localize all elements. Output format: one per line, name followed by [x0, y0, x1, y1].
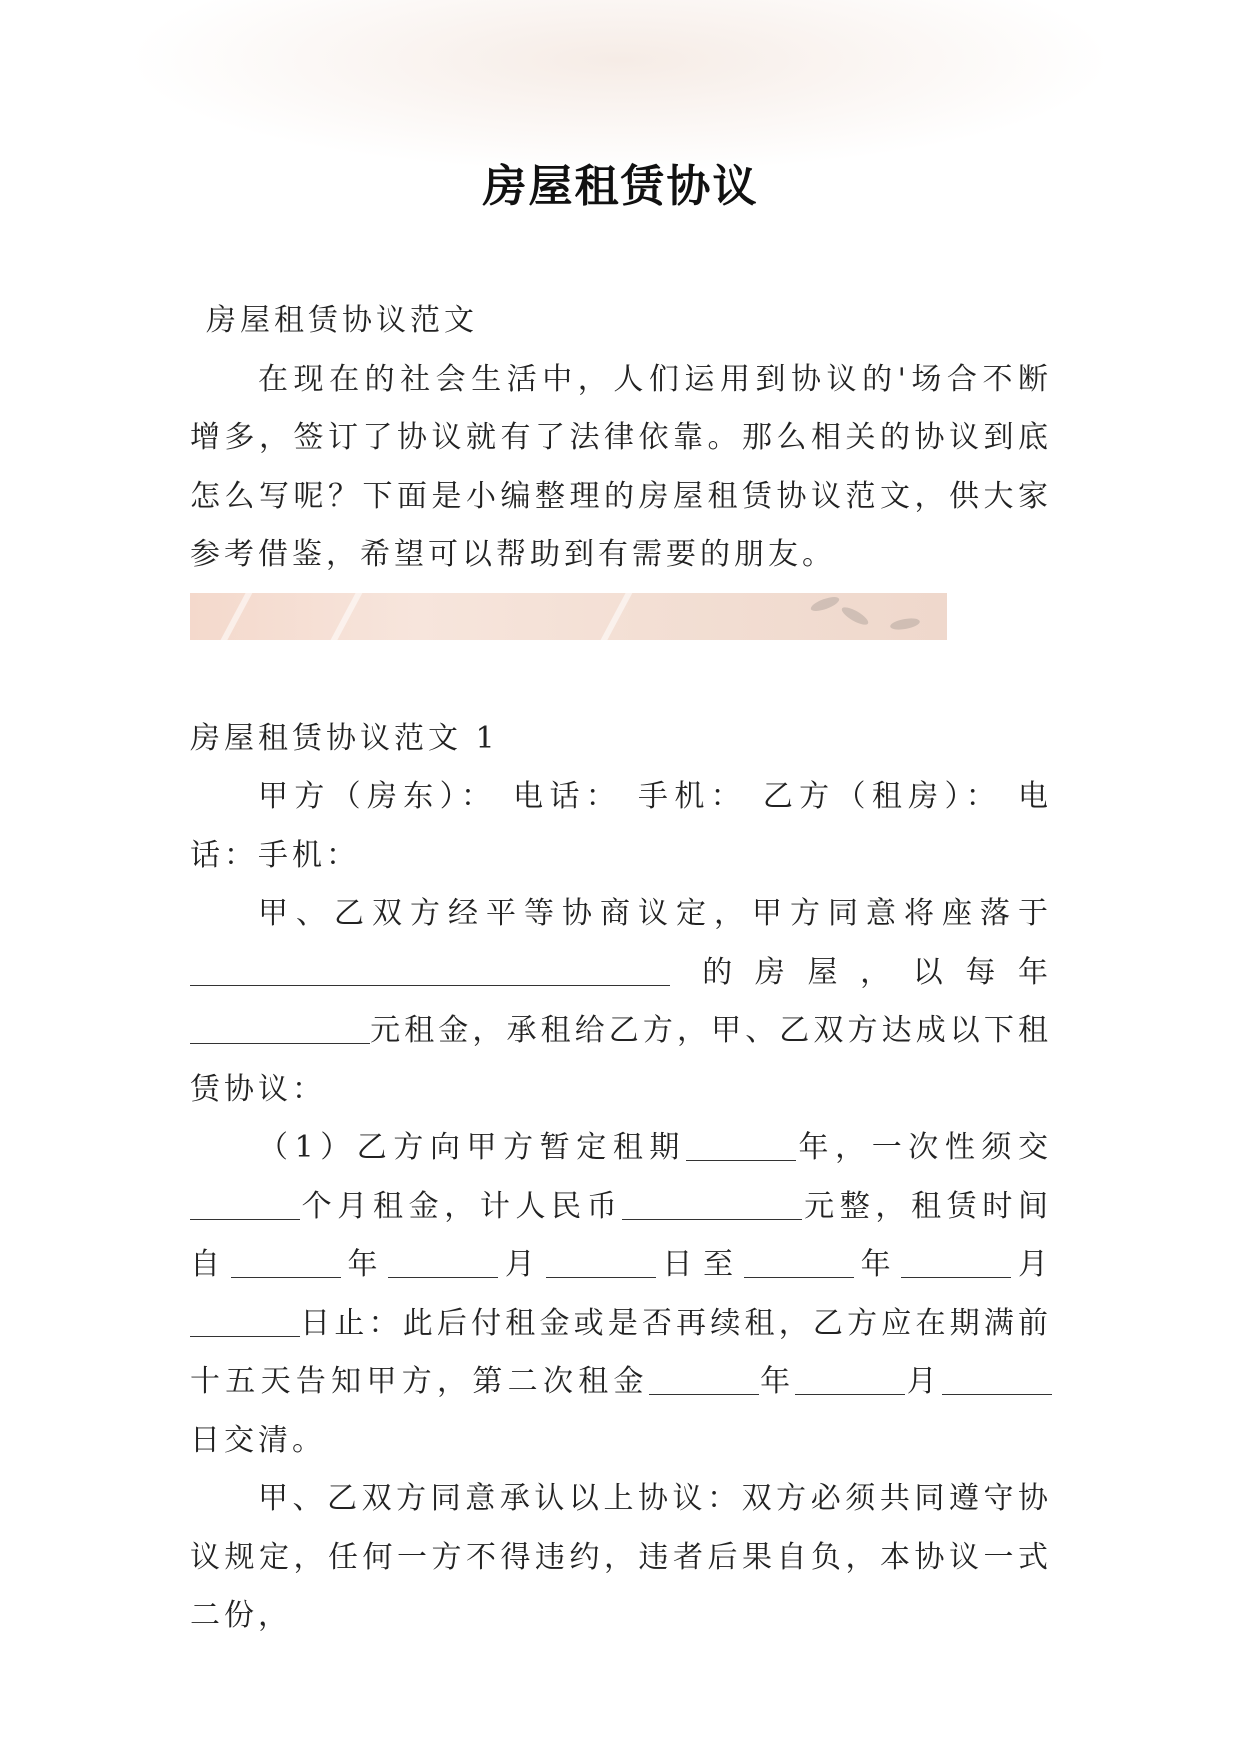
- location-text-c: 元租金，承租给乙方，甲、乙双方达成以下租赁协议：: [190, 1013, 1052, 1107]
- start-day-blank: [546, 1247, 656, 1278]
- document-subtitle: 房屋租赁协议范文: [206, 303, 478, 338]
- rmb-amount-blank: [622, 1189, 802, 1220]
- decorative-banner-image: [190, 593, 947, 640]
- second-rent-year-blank: [649, 1364, 759, 1395]
- months-blank: [190, 1189, 300, 1220]
- location-text-b: 的房屋，以每年: [702, 954, 1053, 990]
- end-day-blank: [190, 1306, 300, 1337]
- clause-1-text: 月: [498, 1247, 546, 1282]
- clause-1-text: （1）乙方向甲方暂定租期: [258, 1130, 686, 1165]
- clause-1-text: 日交清。: [190, 1422, 326, 1458]
- clause-1-text: 年，一次性须交: [795, 1130, 1053, 1165]
- second-rent-month-blank: [795, 1364, 905, 1395]
- second-rent-day-blank: [942, 1364, 1052, 1395]
- clause-1-text: 年: [340, 1247, 389, 1282]
- end-year-blank: [744, 1247, 854, 1278]
- address-blank: [190, 955, 670, 986]
- location-text-a: 甲、乙双方经平等协商议定，甲方同意将座落于: [258, 896, 1052, 931]
- start-month-blank: [388, 1247, 498, 1278]
- clause-1-text: 元整，租赁时间自: [190, 1188, 1053, 1282]
- intro-paragraph: 在现在的社会生活中，人们运用到协议的'场合不断增多，签订了协议就有了法律依靠。那么相关的协议到底怎么写呢？下面是小编整理的房屋租赁协议范文，供大家参考借鉴，希望可以帮助到有需要的朋友。: [190, 361, 1052, 572]
- section-heading: 房屋租赁协议范文 1: [190, 720, 499, 756]
- rent-amount-blank: [190, 1013, 370, 1044]
- agreement-paragraph: 甲、乙双方同意承认以上协议：双方必须共同遵守协议规定，任何一方不得违约，违者后果自负，本协议一式二份，: [190, 1481, 1052, 1633]
- clause-1-text: 日止：此后付租金或是否再续租，乙方应在期满前十五天告知甲方，第二次租金: [190, 1305, 1052, 1399]
- parties-paragraph: 甲方（房东）： 电话： 手机： 乙方（租房）： 电话：手机：: [190, 779, 1052, 873]
- clause-1-text: 年: [853, 1247, 902, 1282]
- start-year-blank: [231, 1247, 341, 1278]
- clause-1-text: 月: [905, 1364, 943, 1399]
- lease-years-blank: [686, 1130, 796, 1161]
- clause-1-text: 年: [758, 1364, 796, 1399]
- location-paragraph: [190, 885, 1052, 1119]
- end-month-blank: [901, 1247, 1011, 1278]
- clause-1-text: 月: [1011, 1247, 1053, 1282]
- clause-1-text: 个月租金，计人民币: [300, 1188, 623, 1224]
- clause-1-text: 日至: [655, 1247, 744, 1282]
- clause-1-paragraph: [190, 1119, 1052, 1470]
- document-body: [190, 292, 1052, 1646]
- document-title: 房屋租赁协议: [482, 161, 759, 212]
